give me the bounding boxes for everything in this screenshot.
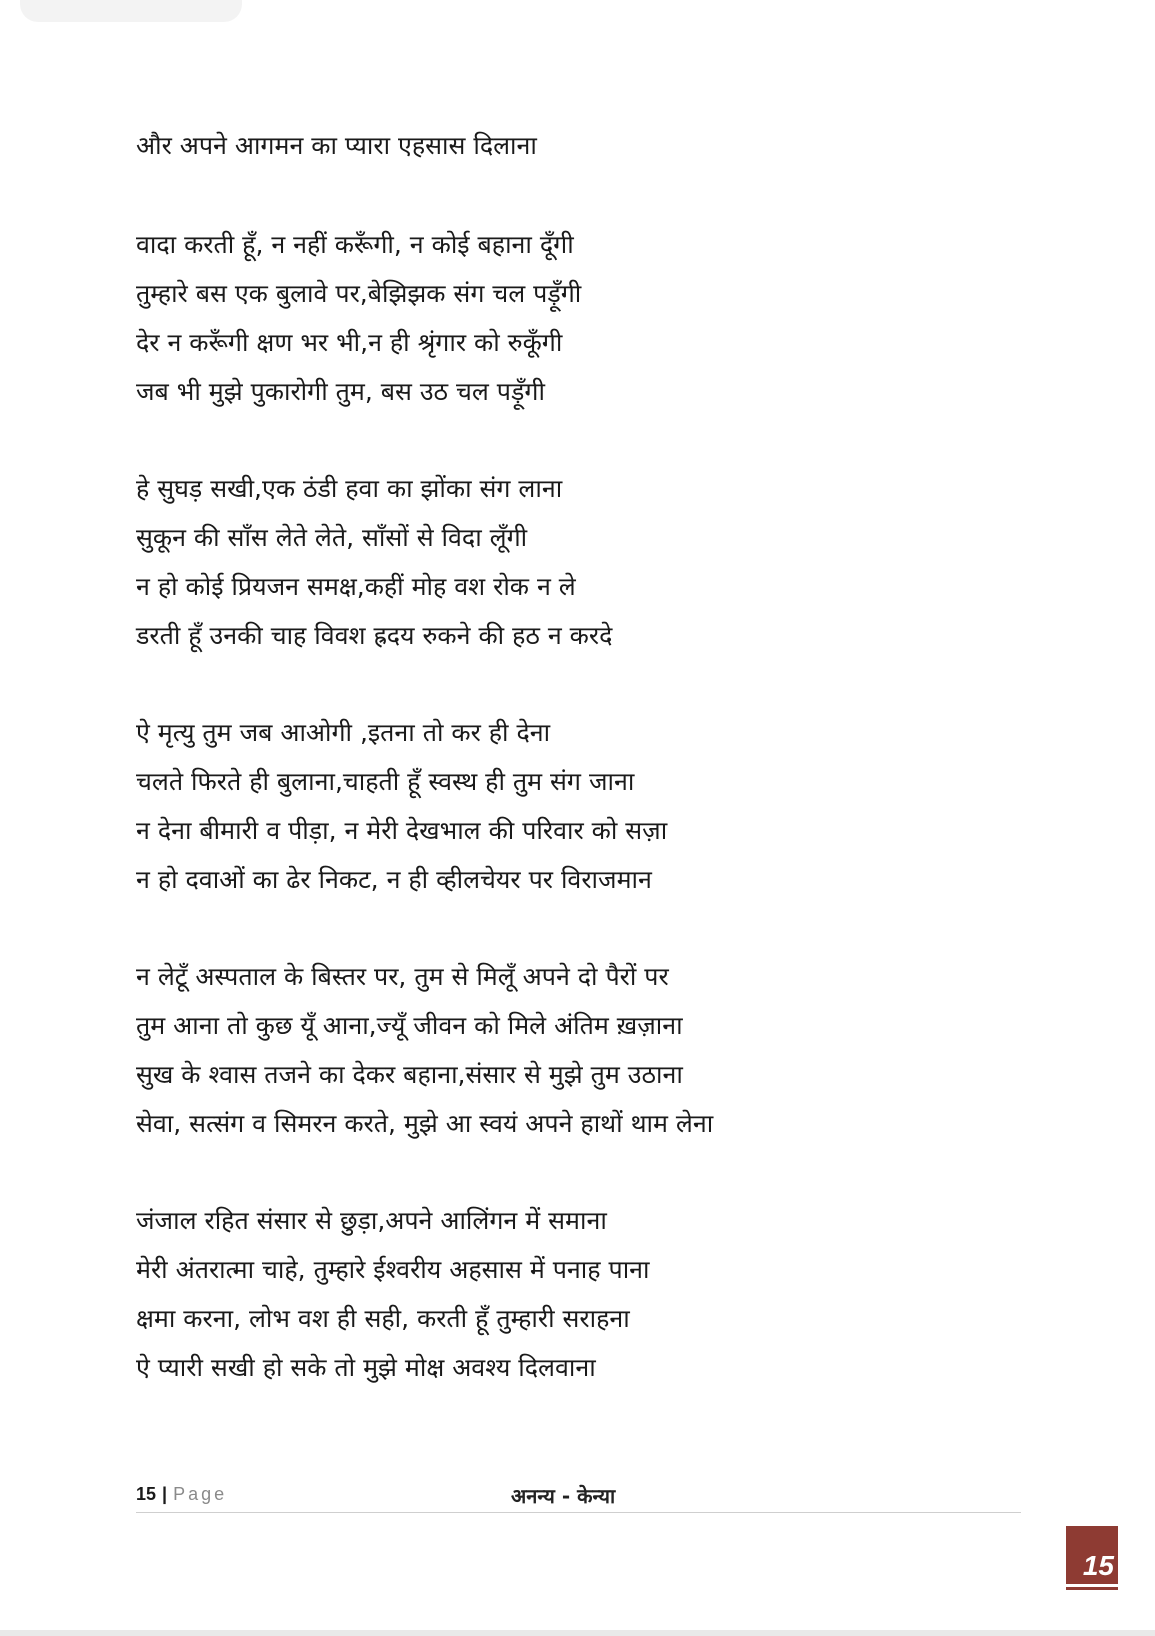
poem-line: और अपने आगमन का प्यारा एहसास दिलाना (136, 131, 537, 160)
poem-line: ऐ प्यारी सखी हो सके तो मुझे मोक्ष अवश्य दिलवाना (136, 1353, 596, 1382)
poem-line: डरती हूँ उनकी चाह विवश ह्रदय रुकने की हठ न करदे (136, 621, 613, 650)
poem-line: ऐ मृत्यु तुम जब आओगी ,इतना तो कर ही देना (136, 718, 551, 747)
footer-page-word: Page (173, 1484, 228, 1504)
poem-line: हे सुघड़ सखी,एक ठंडी हवा का झोंका संग लाना (136, 474, 563, 503)
stanza-5 (136, 952, 1036, 1148)
poem-line: न हो कोई प्रियजन समक्ष,कहीं मोह वश रोक न ले (136, 572, 576, 601)
poem-line: तुम्हारे बस एक बुलावे पर,बेझिझक संग चल पड़ूँगी (136, 279, 582, 308)
stanza-4 (136, 708, 1036, 904)
page-number-badge (1066, 1526, 1118, 1587)
bottom-strip (0, 1630, 1155, 1636)
poem-line: जब भी मुझे पुकारोगी तुम, बस उठ चल पड़ूँगी (136, 377, 545, 406)
footer-separator: | (162, 1484, 168, 1504)
poem-line: सुख के श्वास तजने का देकर बहाना,संसार से मुझे तुम उठाना (136, 1060, 683, 1089)
top-tab-decoration (20, 0, 242, 22)
poem-line: चलते फिरते ही बुलाना,चाहती हूँ स्वस्थ ही तुम संग जाना (136, 767, 635, 796)
poem-line: वादा करती हूँ, न नहीं करूँगी, न कोई बहाना दूँगी (136, 230, 574, 259)
poem-body (136, 120, 1036, 1440)
poem-line: देर न करूँगी क्षण भर भी,न ही श्रृंगार को रुकूँगी (136, 328, 563, 357)
poem-line: न लेटूँ अस्पताल के बिस्तर पर, तुम से मिलूँ अपने दो पैरों पर (136, 962, 669, 991)
page-footer (136, 1480, 1021, 1513)
footer-page-digit: 15 (136, 1484, 157, 1504)
poem-line: तुम आना तो कुछ यूँ आना,ज्यूँ जीवन को मिले अंतिम ख़ज़ाना (136, 1011, 683, 1040)
footer-book-title: अनन्य - केन्या (511, 1484, 616, 1508)
poem-line: मेरी अंतरात्मा चाहे, तुम्हारे ईश्वरीय अहसास में पनाह पाना (136, 1255, 650, 1284)
stanza-3 (136, 464, 1036, 660)
stanza-1 (136, 120, 1036, 172)
badge-number: 15 (1082, 1550, 1114, 1581)
stanza-6 (136, 1196, 1036, 1392)
poem-line: न हो दवाओं का ढेर निकट, न ही व्हीलचेयर पर विराजमान (136, 865, 652, 894)
stanza-2 (136, 220, 1036, 416)
poem-line: सेवा, सत्संग व सिमरन करते, मुझे आ स्वयं अपने हाथों थाम लेना (136, 1109, 714, 1138)
poem-line: क्षमा करना, लोभ वश ही सही, करती हूँ तुम्हारी सराहना (136, 1304, 630, 1333)
poem-line: सुकून की साँस लेते लेते, साँसों से विदा लूँगी (136, 523, 528, 552)
poem-line: जंजाल रहित संसार से छुड़ा,अपने आलिंगन में समाना (136, 1206, 607, 1235)
poem-line: न देना बीमारी व पीड़ा, न मेरी देखभाल की परिवार को सज़ा (136, 816, 668, 845)
footer-page-number (136, 1484, 227, 1505)
